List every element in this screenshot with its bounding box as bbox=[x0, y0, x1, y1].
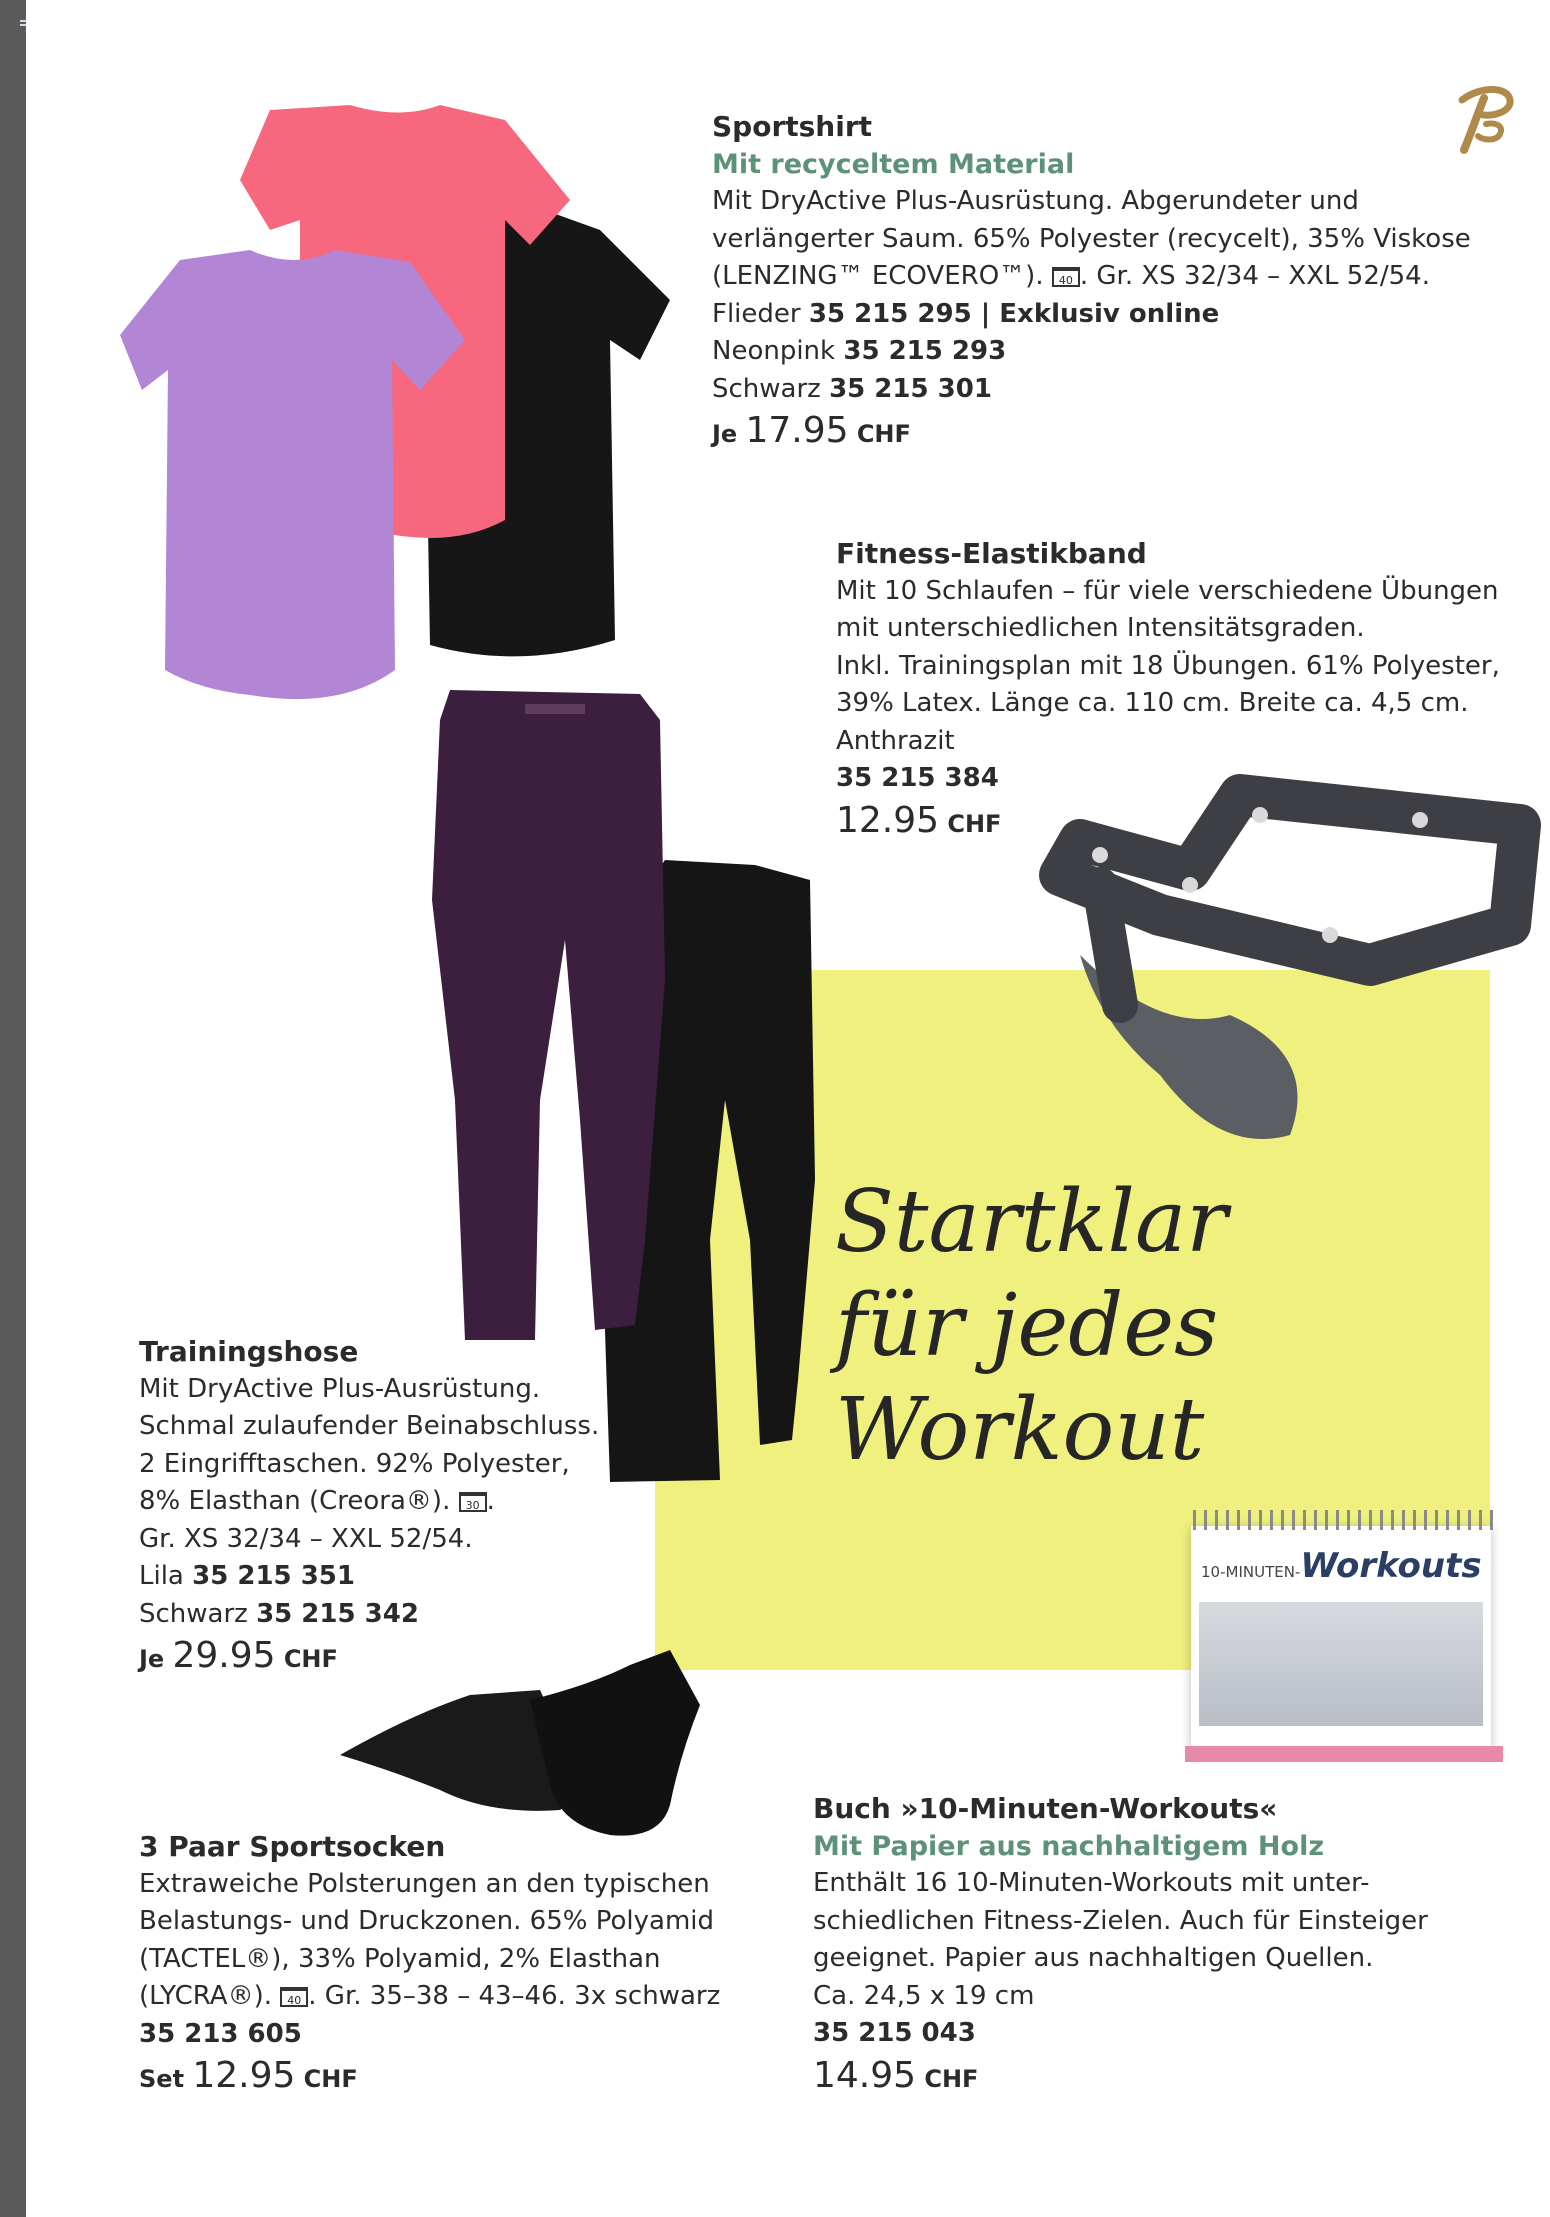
wash-30-icon: 30 bbox=[459, 1492, 487, 1512]
book-stand-base bbox=[1185, 1746, 1503, 1762]
sportshirt-title: Sportshirt bbox=[712, 110, 873, 143]
left-edge-bar bbox=[0, 0, 26, 2217]
wash-40-icon: 40 bbox=[280, 1987, 308, 2007]
headline: Startklar für jedes Workout bbox=[835, 1172, 1228, 1480]
sportshirt-block: Sportshirt Mit recyceltem Material Mit DryActive Plus-Ausrüstung. Abgerundeter und verlängerter Saum. 65% Polyester (recycelt), 35% Viskose (LENZING™ ECOVERO™). 40 . Gr. XS 32/34 – XXL 52/54. Flieder 35 215 295 | Exklusiv online Neonpink 35 215 293 Schwarz 35 215 301 Je 17.95 CHF bbox=[712, 108, 1471, 454]
book-cover-title: 10-MINUTEN-Workouts bbox=[1201, 1546, 1482, 1586]
trainingshose-price: Je 29.95 CHF bbox=[139, 1635, 338, 1676]
sportshirts-image bbox=[120, 100, 680, 720]
book-rings bbox=[1193, 1510, 1493, 1530]
purple-pants bbox=[432, 690, 665, 1340]
menu-icon bbox=[20, 20, 26, 22]
socken-block: 3 Paar Sportsocken Extraweiche Polsterungen an den typischen Belastungs- und Druckzonen. 65% Polyamid (TACTEL®), 33% Polyamid, 2% Elasthan (LYCRA®). 40 . Gr. 35–38 – 43–46. 3x schwarz 35 213 605 Set 12.95 CHF bbox=[139, 1828, 720, 2099]
sportshirt-price: Je 17.95 CHF bbox=[712, 410, 911, 451]
book-image bbox=[1185, 1510, 1505, 1770]
trainingshose-title: Trainingshose bbox=[139, 1335, 359, 1368]
buch-block: Buch »10-Minuten-Workouts« Mit Papier aus nachhaltigem Holz Enthält 16 10-Minuten-Workouts mit unter- schiedlichen Fitness-Zielen. Auch für Einsteiger geeignet. Papier aus nachhaltigen Quellen. Ca. 24,5 x 19 cm 35 215 043 14.95 CHF bbox=[813, 1790, 1428, 2098]
buch-subtitle: Mit Papier aus nachhaltigem Holz bbox=[813, 1830, 1325, 1862]
buch-price: 14.95 CHF bbox=[813, 2054, 979, 2096]
socken-title: 3 Paar Sportsocken bbox=[139, 1830, 446, 1863]
wash-40-icon: 40 bbox=[1052, 267, 1080, 287]
elastikband-price: 12.95 CHF bbox=[836, 799, 1002, 841]
trainingshose-block: Trainingshose Mit DryActive Plus-Ausrüstung. Schmal zulaufender Beinabschluss. 2 Eingrifftaschen. 92% Polyester, 8% Elasthan (Creora®). 30 . Gr. XS 32/34 – XXL 52/54. Lila 35 215 351 Schwarz 35 215 342 Je 29.95 CHF bbox=[139, 1333, 599, 1679]
elastikband-block: Fitness-Elastikband Mit 10 Schlaufen – für viele verschiedene Übungen mit unterschiedlichen Intensitätsgraden. Inkl. Trainingsplan mit 18 Übungen. 61% Polyester, 39% Latex. Länge ca. 110 cm. Breite ca. 4,5 cm. Anthrazit 35 215 384 12.95 CHF bbox=[836, 535, 1500, 843]
socken-price: Set 12.95 CHF bbox=[139, 2055, 358, 2096]
elastikband-title: Fitness-Elastikband bbox=[836, 537, 1147, 570]
sportshirt-subtitle: Mit recyceltem Material bbox=[712, 148, 1075, 180]
book-cover-photo bbox=[1199, 1602, 1483, 1726]
buch-title: Buch »10-Minuten-Workouts« bbox=[813, 1792, 1278, 1825]
